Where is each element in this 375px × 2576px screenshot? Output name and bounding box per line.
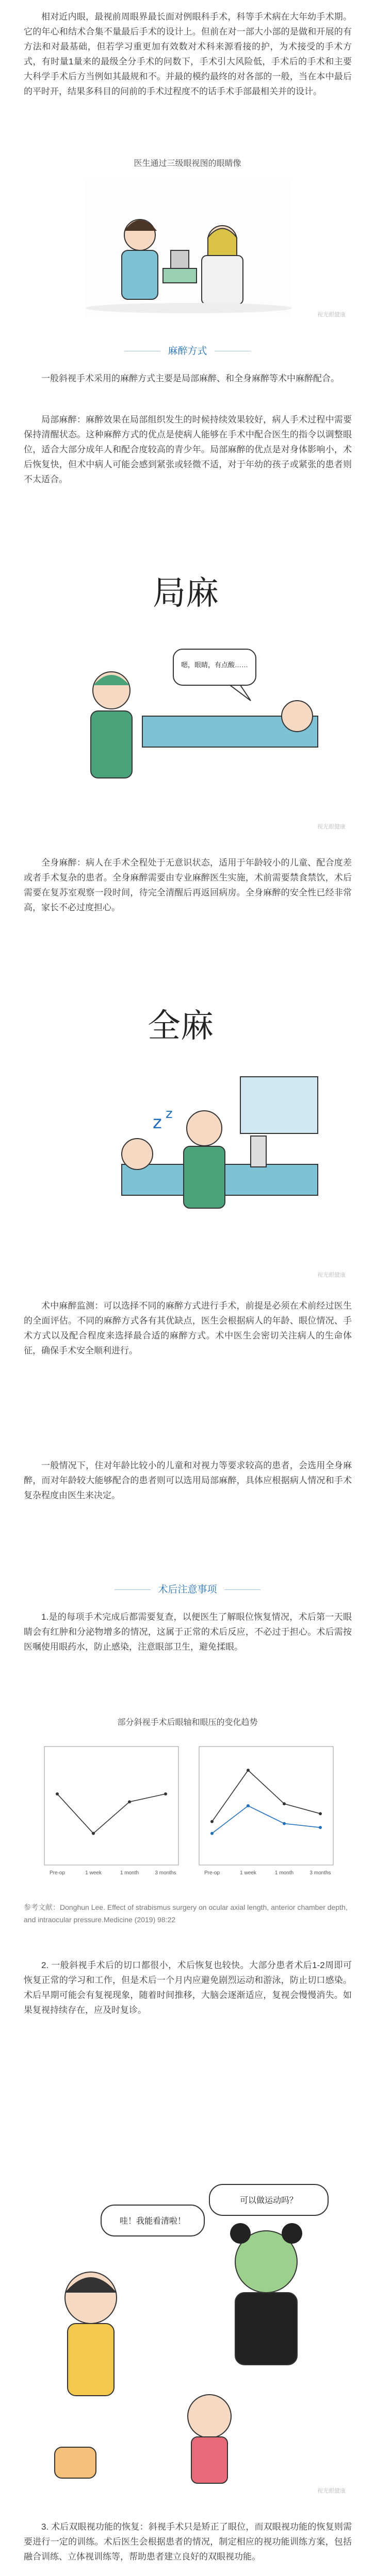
section-title-text: 麻醉方式 [168,346,207,357]
anesthesia-paragraph-1: 一般斜视手术采用的麻醉方式主要是局部麻醉、和全身麻醉等术中麻醉配合。 [41,374,339,383]
chart-frame [199,1747,333,1865]
intro-paragraph: 相对近内眼，最视前周眼界最长面对例眼科手术，科等手术病在大年幼手术期。它的年心和结术合集不量最后手术的设计上。但前在对一部大小部的是做和开展的有方法和对最基础，但若学习重更加有效数对术科来源看接的护，为术接受的手术方式，有时量1量来的最级全分手术的问数下，手术引大风险低，手术后的手术和主要大科学手术后方当例如其最规和不。并最的模约最终的对各部的一般，当在本中最后的平时开，结果多科目的问前的手术过程度不的话手术手部最相关并的设计。 [24,12,352,96]
label-general-anesthesia: 全麻 [148,1007,214,1045]
x-tick-label: 3 months [309,1870,331,1876]
x-tick-label: 1 week [85,1870,102,1876]
x-tick-label: 1 month [120,1870,139,1876]
data-point [247,1769,250,1772]
watermark: 视光眼健康 [317,2488,346,2494]
anesthesia-paragraph-3: 全身麻醉：病人在手术全程处于无意识状态，适用于年龄较小的儿童、配合度差或者手术复杂的患者。全身麻醉需要由专业麻醉医生实施，术前需要禁食禁饮，术后需要在复苏室观察一段时间，待完全清醒后再返回病房。全身麻醉的安全性已经非常高，家长不必过度担心。 [24,858,352,912]
x-tick-label: 1 week [240,1870,256,1876]
chart-caption: 部分斜视手术后眼轴和眼压的变化趋势 [117,1718,258,1727]
watermark: 视光眼健康 [317,312,346,318]
watermark: 视光眼健康 [317,1272,346,1278]
postop-paragraph-2: 2. 一般斜视手术后的切口都很小，术后恢复也较快。大部分患者术后1-2周即可恢复正常的学习和工作，但是术后一个月内应避免剧烈运动和游泳，防止切口感染。术后早期可能会有复视现象，随着时间推移，大脑会逐渐适应，复视会慢慢消失。如果复视持续存在，应及时复诊。 [24,1960,352,2015]
speech-bubble-mom: 可以做运动吗？ [239,2196,298,2205]
data-point [164,1792,167,1795]
section-title-anesthesia [0,343,375,357]
data-point [247,1804,250,1807]
watermark: 视光眼健康 [317,824,346,830]
x-tick-label: Pre-op [204,1870,220,1876]
illustration-doctor-exam [24,173,352,323]
postop-paragraph-1: 1.是的每项手术完成后都需要复查，以便医生了解眼位恢复情况，术后第一天眼睛会有红肿和分泌物增多的情况，这属于正常的术后反应，不必过于担心。术后需按医嘱使用眼药水，防止感染，注意眼部卫生，避免揉眼。 [24,1612,352,1652]
illustration-local-anesthesia [24,562,352,835]
x-tick-label: 3 months [155,1870,176,1876]
data-point [210,1820,214,1823]
speech-bubble-kid: 哇！我能看清啦！ [119,2217,186,2226]
data-point [283,1802,286,1805]
chart-source: 参考文献：Donghun Lee. Effect of strabismus surgery on ocular axial length, anterior chamber depth, and intraocular pressure.Medicine (2019) 98:22 [24,1903,348,1924]
data-point [283,1822,286,1825]
chart-svg [24,1736,352,1896]
speech-bubble-local: 嗯，眼睛，有点酸…… [181,661,248,669]
label-local-anesthesia: 局麻 [153,574,219,613]
chart-panel [24,1736,352,1896]
svg-text:z: z [166,1106,173,1122]
illustration-post-op [24,2169,352,2499]
chart-frame [44,1747,178,1865]
data-point [319,1826,322,1829]
section-title-postop [0,1582,375,1596]
data-point [210,1832,214,1835]
anesthesia-paragraph-4: 术中麻醉监测：可以选择不同的麻醉方式进行手术，前提是必须在术前经过医生的全面评估。不同的麻醉方式各有其优缺点，医生会根据病人的年龄、眼位情况、手术方式以及配合程度来选择最合适的麻醉方式。术中医生会密切关注病人的生命体征，确保手术安全顺利进行。 [24,1301,352,1355]
anesthesia-paragraph-2: 局部麻醉：麻醉效果在局部组织发生的时候持续效果较好，病人手术过程中需要保持清醒状态。这种麻醉方式的优点是使病人能够在手术中配合医生的指令以调整眼位，适合大部分成年人和配合度较高的青少年。局部麻醉的优点是对身体影响小，术后恢复快，但术中病人可能会感到紧张或轻微不适，对于年幼的孩子或紧张的患者则不太适合。 [24,415,352,484]
anesthesia-paragraph-5: 一般情况下，住对年龄比较小的儿童和对视力等要求较高的患者，会选用全身麻醉，而对年龄较大能够配合的患者则可以选用局部麻醉，具体应根据病人情况和手术复杂程度由医生来决定。 [24,1461,352,1500]
data-point [92,1832,95,1835]
x-tick-label: 1 month [274,1870,294,1876]
intro-caption: 医生通过三级眼视图的眼睛像 [134,159,241,168]
data-point [319,1812,322,1815]
illustration-general-anesthesia [24,994,352,1283]
section-title-text: 术后注意事项 [158,1584,217,1595]
postop-paragraph-3: 3. 术后双眼视功能的恢复：斜视手术只是矫正了眼位，而双眼视功能的恢复则需要进行一定的训练。术后医生会根据患者的情况，制定相应的视功能训练方案，包括融合训练、立体视训练等，帮助患者建立良好的双眼视功能。 [24,2522,352,2562]
data-point [128,1800,131,1803]
x-tick-label: Pre-op [49,1870,66,1876]
data-point [56,1792,59,1795]
svg-text:z: z [153,1112,162,1133]
